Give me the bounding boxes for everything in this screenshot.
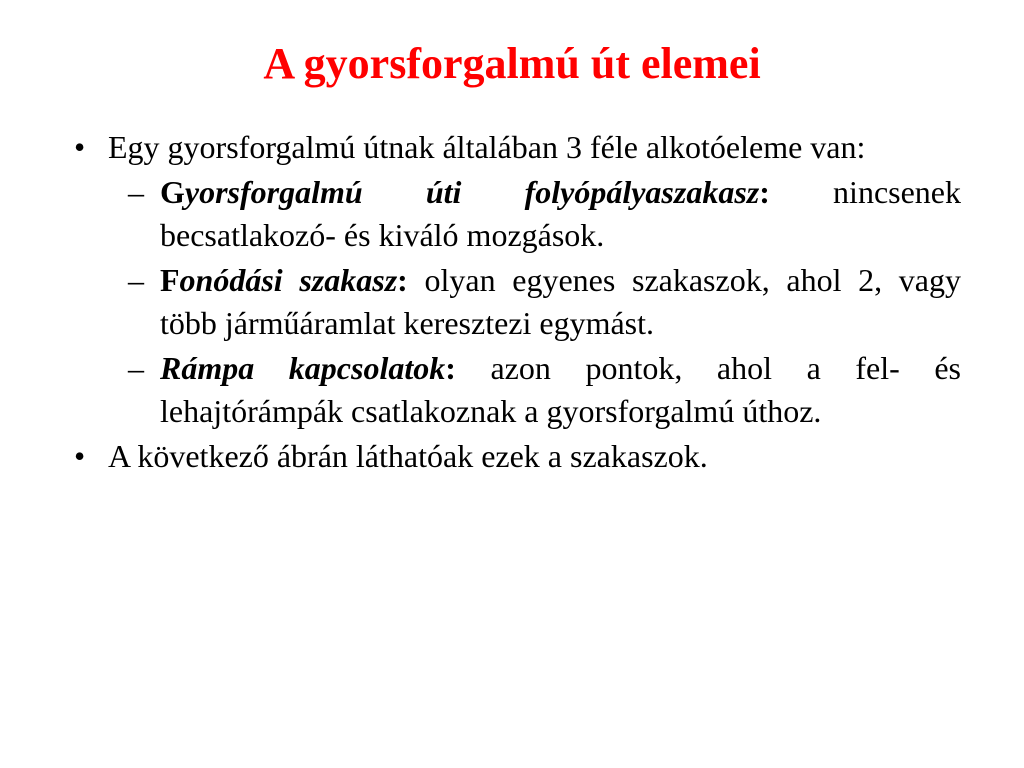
- term-initial: G: [160, 174, 185, 210]
- bullet-marker: •: [74, 129, 86, 165]
- sub-item-text: olyan egyenes szakaszok, ahol 2, vagy több járműáramlat keresztezi egymást.: [160, 262, 962, 341]
- term-rest: Rámpa kapcsolatok: [160, 350, 446, 386]
- term-colon: :: [445, 350, 456, 386]
- term-colon: :: [397, 262, 408, 298]
- dash-marker: –: [128, 262, 144, 298]
- slide-title: A gyorsforgalmú út elemei: [263, 39, 761, 88]
- term-label: [160, 350, 445, 386]
- bullet-item: [0, 435, 961, 478]
- sub-item-folyopalyaszakasz: [0, 171, 961, 257]
- sub-item-text: nincsenek becsatlakozó- és kiváló mozgások.: [160, 174, 961, 253]
- term-initial: F: [160, 262, 180, 298]
- sub-item-rampa-kapcsolatok: [0, 347, 961, 433]
- sub-item-fonodasi-szakasz: [0, 259, 961, 345]
- bullet-marker: •: [74, 438, 86, 474]
- term-label: [160, 262, 397, 298]
- term-label: [160, 174, 759, 210]
- dash-marker: –: [128, 350, 144, 386]
- bullet-text: Egy gyorsforgalmú útnak általában 3 féle alkotóeleme van:: [108, 129, 866, 165]
- sub-item-text: azon pontok, ahol a fel- és lehajtórámpák csatlakoznak a gyorsforgalmú úthoz.: [160, 350, 962, 429]
- bullet-text: A következő ábrán láthatóak ezek a szakaszok.: [108, 438, 708, 474]
- slide-content: [0, 126, 1024, 478]
- term-colon: :: [759, 174, 770, 210]
- dash-marker: –: [128, 174, 144, 210]
- term-rest: yorsforgalmú úti folyópályaszakasz: [184, 174, 760, 210]
- bullet-item: [0, 126, 961, 169]
- term-rest: onódási szakasz: [179, 262, 398, 298]
